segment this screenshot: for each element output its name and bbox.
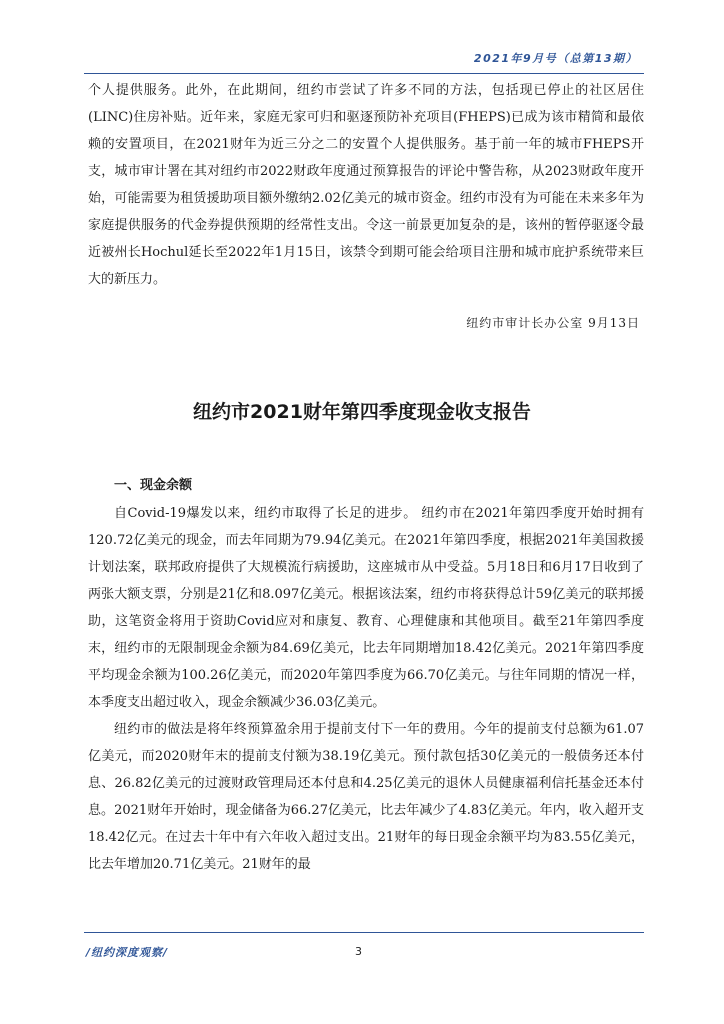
section-heading-cash-balance: 一、现金余额 bbox=[114, 478, 193, 493]
report-paragraph-2: 纽约市的做法是将年终预算盈余用于提前支付下一年的费用。今年的提前支付总额为61.07亿美元，而2020财年末的提前支付额为38.19亿美元。预付款包括30亿美元的一般债务还本付息、26.82亿美元的过渡财政管理局还本付息和4.25亿美元的退休人员健康福利信托基金还本付息。2021财年开始时，现金储备为66.27亿美元，比去年减少了4.83亿美元。年内，收入超开支18.42亿元。在过去十年中有六年收入超过支出。21财年的每日现金余额平均为83.55亿美元，比去年增加20.71亿美元。21财年的最 bbox=[88, 722, 644, 872]
footer-divider bbox=[84, 932, 644, 933]
publication-label: /纽约深度观察/ bbox=[86, 946, 169, 959]
report-title: 纽约市2021财年第四季度现金收支报告 bbox=[193, 401, 531, 423]
page-number: 3 bbox=[355, 945, 362, 958]
signature-line: 纽约市审计长办公室 9月13日 bbox=[466, 316, 640, 330]
report-paragraph-1: 自Covid-19爆发以来，纽约市取得了长足的进步。 纽约市在2021年第四季度开始时拥有120.72亿美元的现金，而去年同期为79.94亿美元。在2021年第四季度，根据2021年美国救援计划法案，联邦政府提供了大规模流行病援助，这座城市从中受益。5月18日和6月17日收到了两张大额支票，分别是21亿和8.097亿美元。根据该法案，纽约市将获得总计59亿美元的联邦援助，这笔资金将用于资助Covid应对和康复、教育、心理健康和其他项目。截至21年第四季度末，纽约市的无限制现金余额为84.69亿美元，比去年同期增加18.42亿美元。2021年第四季度平均现金余额为100.26亿美元，而2020年第四季度为66.70亿美元。与往年同期的情况一样，本季度支出超过收入，现金余额减少36.03亿美元。 bbox=[88, 506, 644, 710]
intro-block bbox=[88, 77, 644, 293]
intro-paragraph: 个人提供服务。此外，在此期间，纽约市尝试了许多不同的方法，包括现已停止的社区居住(LINC)住房补贴。近年来，家庭无家可归和驱逐预防补充项目(FHEPS)已成为该市精简和最依赖的安置项目，在2021财年为近三分之二的安置个人提供服务。基于前一年的城市FHEPS开支，城市审计署在其对纽约市2022财政年度通过预算报告的评论中警告称，从2023财政年度开始，可能需要为租赁援助项目额外缴纳2.02亿美元的城市资金。纽约市没有为可能在未来多年为家庭提供服务的代金券提供预期的经常性支出。令这一前景更加复杂的是，该州的暂停驱逐令最近被州长Hochul延长至2022年1月15日，该禁令到期可能会给项目注册和城市庇护系统带来巨大的新压力。 bbox=[88, 83, 644, 287]
report-body bbox=[88, 500, 644, 878]
issue-header: 2021年9月号（总第13期） bbox=[473, 52, 638, 65]
header-divider bbox=[84, 73, 644, 74]
